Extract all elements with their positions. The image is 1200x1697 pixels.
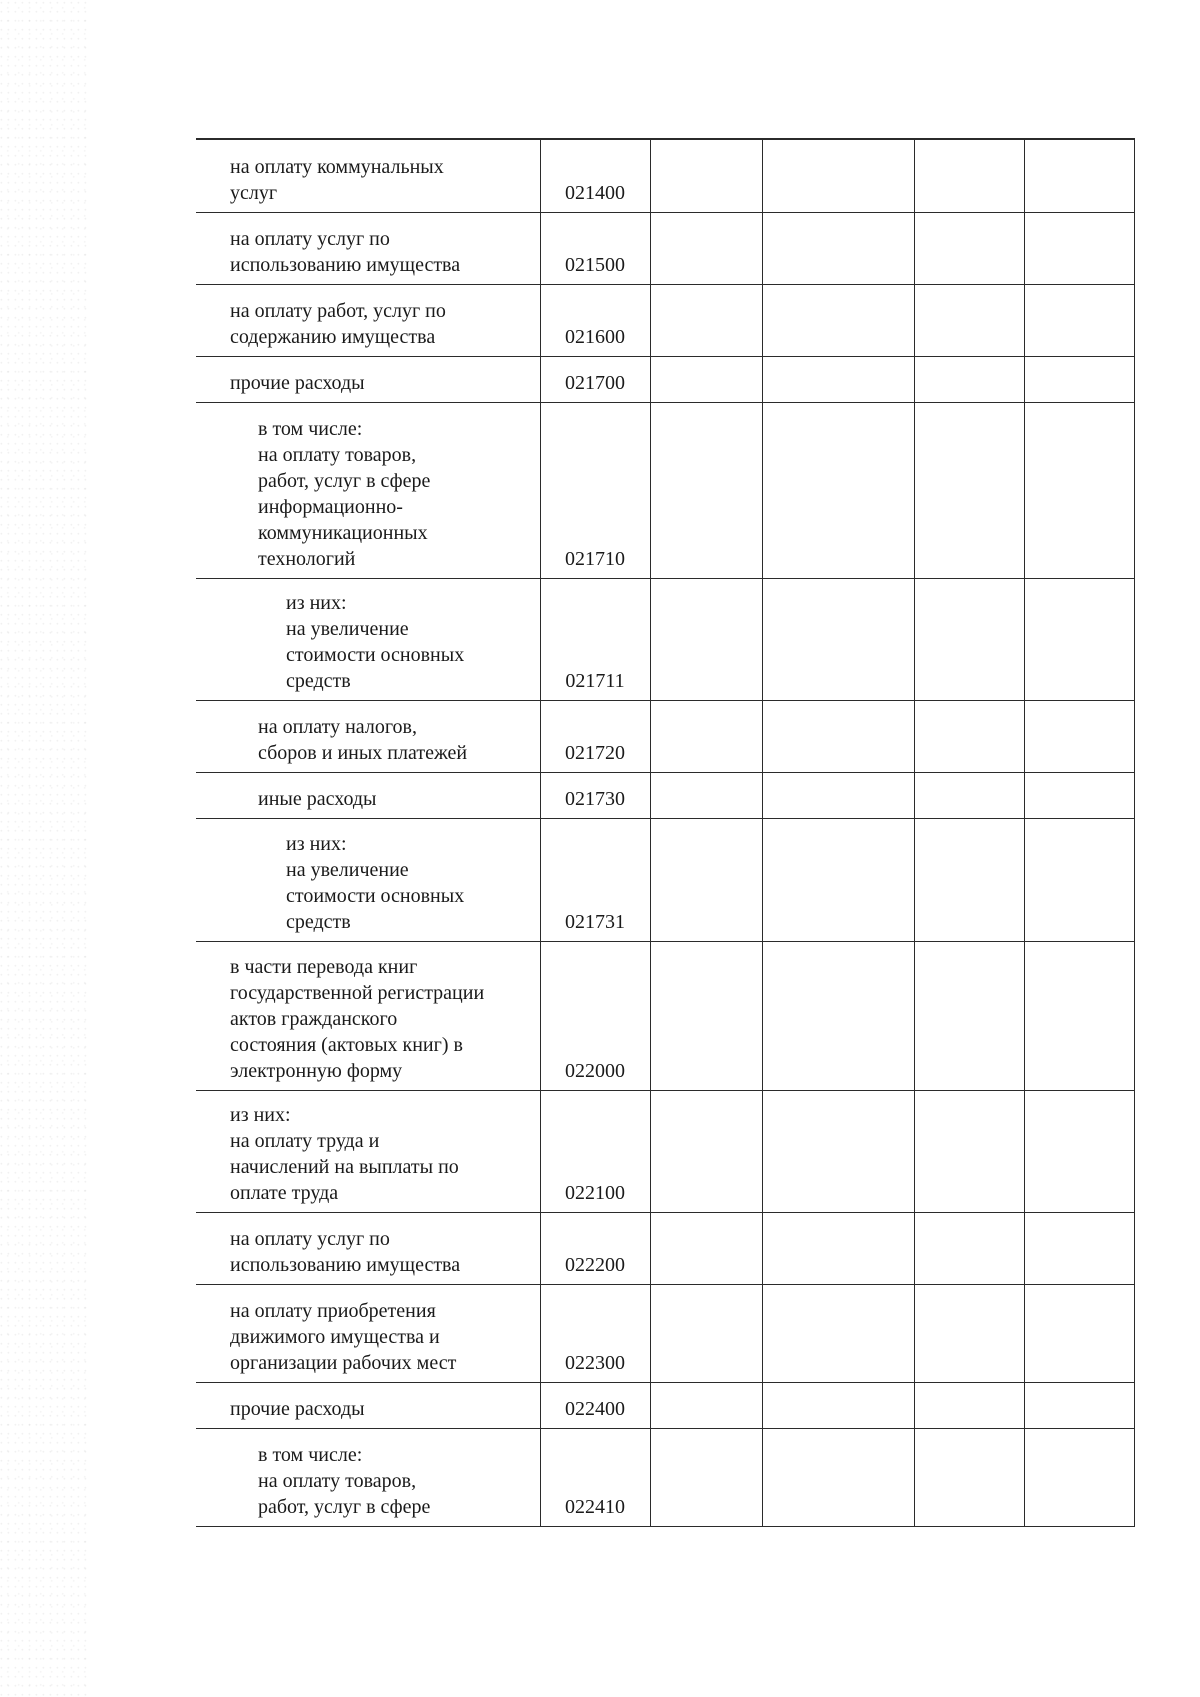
row-name-cell: [196, 402, 540, 578]
value-cell: [1024, 212, 1134, 284]
row-name: из них: на увеличение стоимости основных средств: [286, 832, 465, 933]
value-cell: [762, 1284, 914, 1382]
value-cell: [1024, 941, 1134, 1090]
row-name: из них: на оплату труда и начислений на выплаты по оплате труда: [230, 1103, 459, 1204]
scan-noise: [0, 0, 90, 1697]
row-name-cell: [196, 1090, 540, 1212]
table-row: [196, 284, 1134, 356]
table-row: [196, 818, 1134, 941]
value-cell: [1024, 700, 1134, 772]
value-cell: [914, 284, 1024, 356]
row-name-cell: [196, 700, 540, 772]
row-code: 021730: [540, 772, 650, 818]
row-name: на оплату коммунальных услуг: [230, 155, 444, 204]
row-name: на оплату услуг по использованию имущества: [230, 227, 461, 276]
value-cell: [914, 578, 1024, 700]
table-row: [196, 1090, 1134, 1212]
value-cell: [914, 818, 1024, 941]
value-cell: [762, 1428, 914, 1526]
row-code: 021400: [540, 139, 650, 212]
value-cell: [762, 772, 914, 818]
row-name: на оплату приобретения движимого имущества и организации рабочих мест: [230, 1299, 457, 1374]
value-cell: [914, 212, 1024, 284]
row-name-cell: [196, 941, 540, 1090]
value-cell: [650, 1212, 762, 1284]
row-name-cell: [196, 1428, 540, 1526]
table-row: [196, 402, 1134, 578]
row-name-cell: [196, 1382, 540, 1428]
value-cell: [650, 700, 762, 772]
value-cell: [914, 402, 1024, 578]
row-name: на оплату налогов, сборов и иных платежей: [258, 715, 468, 764]
value-cell: [914, 700, 1024, 772]
value-cell: [914, 139, 1024, 212]
table-row: [196, 1284, 1134, 1382]
value-cell: [650, 402, 762, 578]
row-code: 021600: [540, 284, 650, 356]
value-cell: [1024, 578, 1134, 700]
value-cell: [914, 1428, 1024, 1526]
value-cell: [1024, 139, 1134, 212]
row-name-cell: [196, 284, 540, 356]
value-cell: [914, 356, 1024, 402]
value-cell: [762, 402, 914, 578]
row-name: прочие расходы: [230, 371, 365, 394]
table-row: [196, 1212, 1134, 1284]
row-code: 021700: [540, 356, 650, 402]
value-cell: [1024, 1284, 1134, 1382]
value-cell: [1024, 356, 1134, 402]
value-cell: [650, 139, 762, 212]
row-code: 021720: [540, 700, 650, 772]
value-cell: [1024, 284, 1134, 356]
value-cell: [1024, 1090, 1134, 1212]
row-name: иные расходы: [258, 787, 377, 810]
table-row: [196, 356, 1134, 402]
table-row: [196, 578, 1134, 700]
row-code: 022300: [540, 1284, 650, 1382]
row-name: на оплату услуг по использованию имущества: [230, 1227, 461, 1276]
row-code: 022100: [540, 1090, 650, 1212]
expense-table: [196, 138, 1135, 1527]
row-code: 022400: [540, 1382, 650, 1428]
row-name-cell: [196, 1284, 540, 1382]
value-cell: [762, 212, 914, 284]
row-name: прочие расходы: [230, 1397, 365, 1420]
row-name-cell: [196, 212, 540, 284]
value-cell: [762, 700, 914, 772]
value-cell: [762, 1382, 914, 1428]
table-body: [196, 139, 1134, 1526]
value-cell: [914, 772, 1024, 818]
value-cell: [650, 578, 762, 700]
value-cell: [1024, 1212, 1134, 1284]
value-cell: [762, 1212, 914, 1284]
value-cell: [650, 818, 762, 941]
value-cell: [762, 941, 914, 1090]
table-row: [196, 1382, 1134, 1428]
row-name-cell: [196, 818, 540, 941]
value-cell: [914, 1212, 1024, 1284]
row-code: 022000: [540, 941, 650, 1090]
row-code: 022200: [540, 1212, 650, 1284]
row-name-cell: [196, 1212, 540, 1284]
row-name-cell: [196, 772, 540, 818]
value-cell: [650, 1284, 762, 1382]
row-code: 021711: [540, 578, 650, 700]
value-cell: [1024, 772, 1134, 818]
value-cell: [1024, 1382, 1134, 1428]
value-cell: [762, 139, 914, 212]
value-cell: [762, 578, 914, 700]
table-row: [196, 941, 1134, 1090]
value-cell: [762, 284, 914, 356]
row-name: из них: на увеличение стоимости основных средств: [286, 591, 465, 692]
value-cell: [914, 941, 1024, 1090]
value-cell: [650, 772, 762, 818]
value-cell: [1024, 818, 1134, 941]
value-cell: [914, 1382, 1024, 1428]
value-cell: [914, 1284, 1024, 1382]
row-name-cell: [196, 356, 540, 402]
value-cell: [650, 1428, 762, 1526]
row-name-cell: [196, 578, 540, 700]
row-code: 021731: [540, 818, 650, 941]
value-cell: [762, 818, 914, 941]
value-cell: [1024, 402, 1134, 578]
row-name: в том числе: на оплату товаров, работ, услуг в сфере информационно- коммуникационных технологий: [258, 417, 431, 570]
row-name: в части перевода книг государственной регистрации актов гражданского состояния (актовых книг) в электронную форму: [230, 955, 485, 1082]
table-row: [196, 212, 1134, 284]
table-row: [196, 772, 1134, 818]
row-name: на оплату работ, услуг по содержанию имущества: [230, 299, 446, 348]
row-code: 021500: [540, 212, 650, 284]
value-cell: [762, 356, 914, 402]
value-cell: [650, 212, 762, 284]
value-cell: [650, 1382, 762, 1428]
table-row: [196, 700, 1134, 772]
value-cell: [650, 941, 762, 1090]
row-name: в том числе: на оплату товаров, работ, услуг в сфере: [258, 1443, 431, 1518]
value-cell: [762, 1090, 914, 1212]
value-cell: [914, 1090, 1024, 1212]
row-code: 021710: [540, 402, 650, 578]
row-name-cell: [196, 139, 540, 212]
value-cell: [650, 1090, 762, 1212]
value-cell: [1024, 1428, 1134, 1526]
value-cell: [650, 356, 762, 402]
value-cell: [650, 284, 762, 356]
table-row: [196, 139, 1134, 212]
row-code: 022410: [540, 1428, 650, 1526]
table-row: [196, 1428, 1134, 1526]
